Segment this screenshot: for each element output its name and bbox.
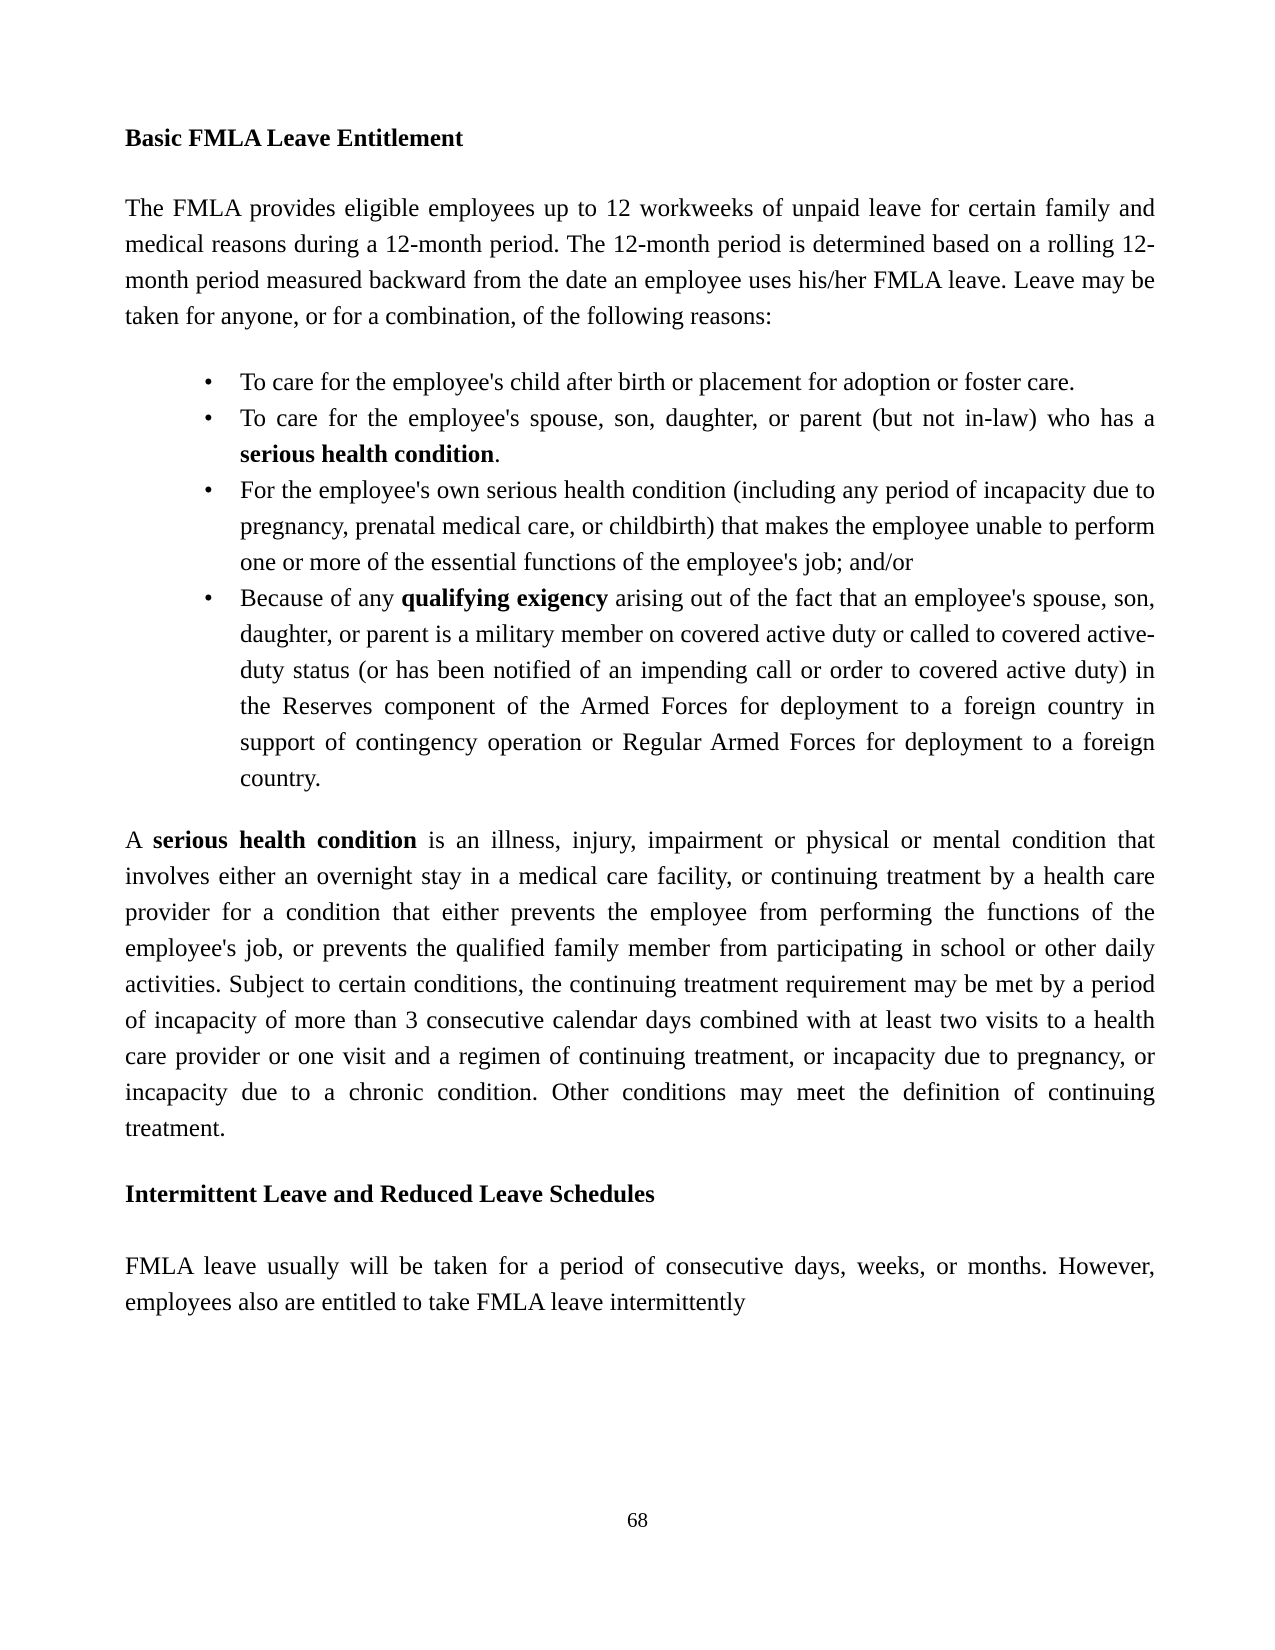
paragraph-intermittent-leave: FMLA leave usually will be taken for a period of consecutive days, weeks, or months. However, employees also are entitled to take FMLA leave intermittently xyxy=(125,1253,1155,1316)
heading-intermittent-leave-schedules: Intermittent Leave and Reduced Leave Schedules xyxy=(125,1181,655,1208)
list-item-family-member-care: • To care for the employee's spouse, son, daughter, or parent (but not in-law) who has a serious health condition. xyxy=(125,401,1155,473)
list-item-qualifying-exigency: • Because of any qualifying exigency arising out of the fact that an employee's spouse, son, daughter, or parent is a military member on covered active duty or called to covered active-duty status (or has been notified of an impending call or order to covered active duty) in the Reserves component of the Armed Forces for deployment to a foreign country in support of contingency operation or Regular Armed Forces for deployment to a foreign country. xyxy=(125,581,1155,797)
page-number: 68 xyxy=(627,1508,648,1532)
list-item-own-serious-health-condition: • For the employee's own serious health condition (including any period of incapacity due to pregnancy, prenatal medical care, or childbirth) that makes the employee unable to perform one or more of the essential functions of the employee's job; and/or xyxy=(125,473,1155,581)
paragraph-serious-health-condition-definition: A serious health condition is an illness, injury, impairment or physical or mental condition that involves either an overnight stay in a medical care facility, or continuing treatment by a health care provider for a condition that either prevents the employee from performing the functions of the employee's job, or prevents the qualified family member from participating in school or other daily activities. Subject to certain conditions, the continuing treatment requirement may be met by a period of incapacity of more than 3 consecutive calendar days combined with at least two visits to a health care provider or one visit and a regimen of continuing treatment, or incapacity due to pregnancy, or incapacity due to a chronic condition. Other conditions may meet the definition of continuing treatment. xyxy=(125,827,1155,1142)
page-content xyxy=(125,0,1155,1351)
heading-basic-fmla-leave-entitlement: Basic FMLA Leave Entitlement xyxy=(125,125,464,152)
list-item-child-birth-adoption: • To care for the employee's child after birth or placement for adoption or foster care. xyxy=(125,365,1155,401)
paragraph-fmla-overview: The FMLA provides eligible employees up to 12 workweeks of unpaid leave for certain family and medical reasons during a 12-month period. The 12-month period is determined based on a rolling 12-month period measured backward from the date an employee uses his/her FMLA leave. Leave may be taken for anyone, or for a combination, of the following reasons: xyxy=(125,195,1155,330)
fmla-reasons-list xyxy=(125,365,1155,797)
